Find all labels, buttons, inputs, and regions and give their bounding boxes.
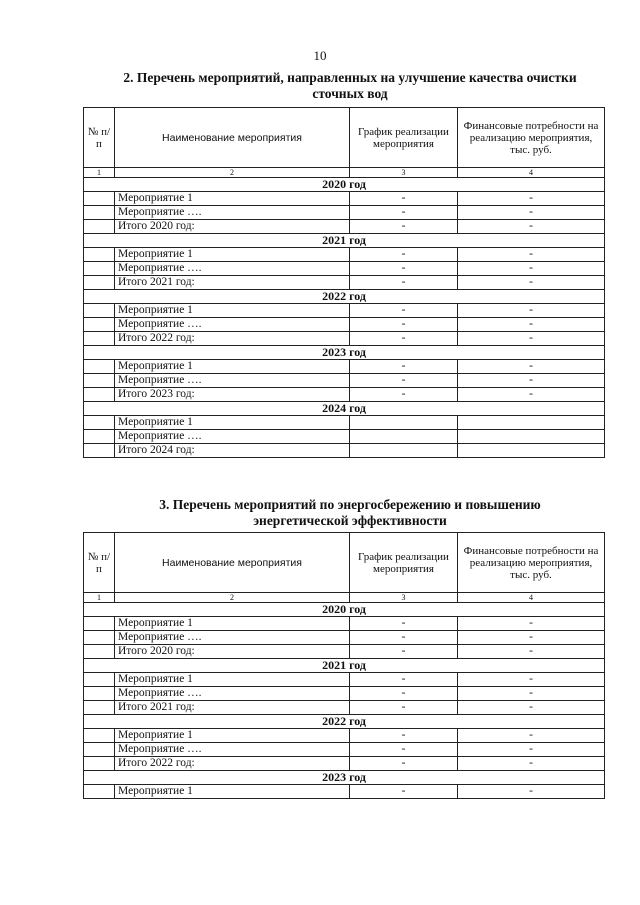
schedule-value: - [350, 687, 458, 701]
total-row [84, 220, 605, 234]
finance-value: - [458, 388, 605, 402]
schedule-value: - [350, 631, 458, 645]
year-row [84, 715, 605, 729]
schedule-value: - [350, 248, 458, 262]
row-num-cell [84, 248, 115, 262]
schedule-value: - [350, 743, 458, 757]
table-row [84, 262, 605, 276]
table-row [84, 304, 605, 318]
schedule-value: - [350, 304, 458, 318]
year-label: 2023 год [84, 771, 605, 785]
row-num-cell [84, 416, 115, 430]
activity-name: Мероприятие 1 [115, 785, 350, 799]
row-num-cell [84, 374, 115, 388]
row-num-cell [84, 785, 115, 799]
row-num-cell [84, 430, 115, 444]
finance-value: - [458, 687, 605, 701]
row-num-cell [84, 729, 115, 743]
year-row [84, 178, 605, 192]
header-num: № п/п [84, 533, 115, 593]
activity-name: Итого 2020 год: [115, 220, 350, 234]
table-body [84, 533, 605, 799]
activity-name: Итого 2021 год: [115, 701, 350, 715]
header-schedule: График реализации мероприятия [350, 533, 458, 593]
year-row [84, 402, 605, 416]
finance-value [458, 416, 605, 430]
finance-value: - [458, 757, 605, 771]
activity-name: Мероприятие 1 [115, 673, 350, 687]
activity-name: Мероприятие 1 [115, 416, 350, 430]
activity-name: Итого 2021 год: [115, 276, 350, 290]
row-num-cell [84, 318, 115, 332]
activity-name: Мероприятие …. [115, 374, 350, 388]
activity-name: Итого 2020 год: [115, 645, 350, 659]
schedule-value: - [350, 220, 458, 234]
table-row [84, 617, 605, 631]
header-name: Наименование мероприятия [115, 533, 350, 593]
schedule-value: - [350, 785, 458, 799]
activity-name: Мероприятие 1 [115, 304, 350, 318]
year-label: 2022 год [84, 290, 605, 304]
finance-value: - [458, 192, 605, 206]
column-number-row [84, 168, 605, 178]
table-row [84, 374, 605, 388]
schedule-value: - [350, 332, 458, 346]
column-number: 4 [458, 593, 605, 603]
table-row [84, 631, 605, 645]
row-num-cell [84, 631, 115, 645]
table-row [84, 192, 605, 206]
row-num-cell [84, 388, 115, 402]
finance-value [458, 430, 605, 444]
finance-value: - [458, 617, 605, 631]
activity-name: Мероприятие 1 [115, 360, 350, 374]
year-label: 2020 год [84, 178, 605, 192]
total-row [84, 757, 605, 771]
row-num-cell [84, 444, 115, 458]
table-row [84, 416, 605, 430]
schedule-value: - [350, 374, 458, 388]
activity-name: Мероприятие …. [115, 743, 350, 757]
activity-name: Мероприятие 1 [115, 729, 350, 743]
activity-name: Мероприятие 1 [115, 617, 350, 631]
row-num-cell [84, 360, 115, 374]
row-num-cell [84, 743, 115, 757]
page-number: 10 [313, 48, 327, 63]
activity-name: Итого 2024 год: [115, 444, 350, 458]
schedule-value: - [350, 729, 458, 743]
section-2-table [83, 107, 605, 458]
finance-value: - [458, 248, 605, 262]
row-num-cell [84, 332, 115, 346]
activity-name: Мероприятие …. [115, 262, 350, 276]
column-number: 4 [458, 168, 605, 178]
row-num-cell [84, 206, 115, 220]
header-finance: Финансовые потребности на реализацию мероприятия, тыс. руб. [458, 533, 605, 593]
finance-value: - [458, 206, 605, 220]
year-label: 2024 год [84, 402, 605, 416]
schedule-value [350, 444, 458, 458]
section-3-table [83, 532, 605, 799]
activity-name: Итого 2022 год: [115, 757, 350, 771]
finance-value: - [458, 318, 605, 332]
finance-value: - [458, 631, 605, 645]
row-num-cell [84, 617, 115, 631]
table-row [84, 687, 605, 701]
year-label: 2021 год [84, 234, 605, 248]
activity-name: Мероприятие …. [115, 631, 350, 645]
finance-value: - [458, 220, 605, 234]
finance-value [458, 444, 605, 458]
year-row [84, 290, 605, 304]
row-num-cell [84, 757, 115, 771]
activity-name: Итого 2022 год: [115, 332, 350, 346]
row-num-cell [84, 645, 115, 659]
schedule-value: - [350, 262, 458, 276]
total-row [84, 332, 605, 346]
total-row [84, 276, 605, 290]
section-2-heading-line1: 2. Перечень мероприятий, направленных на улучшение качества очистки [123, 70, 577, 85]
schedule-value: - [350, 645, 458, 659]
year-row [84, 234, 605, 248]
schedule-value: - [350, 318, 458, 332]
year-row [84, 346, 605, 360]
finance-value: - [458, 673, 605, 687]
schedule-value: - [350, 388, 458, 402]
row-num-cell [84, 276, 115, 290]
year-row [84, 771, 605, 785]
header-finance: Финансовые потребности на реализацию мероприятия, тыс. руб. [458, 108, 605, 168]
schedule-value: - [350, 701, 458, 715]
table-row [84, 248, 605, 262]
year-label: 2023 год [84, 346, 605, 360]
finance-value: - [458, 729, 605, 743]
table-row [84, 360, 605, 374]
schedule-value [350, 416, 458, 430]
header-num: № п/п [84, 108, 115, 168]
table-row [84, 673, 605, 687]
row-num-cell [84, 687, 115, 701]
schedule-value: - [350, 276, 458, 290]
total-row [84, 444, 605, 458]
column-number: 3 [350, 168, 458, 178]
section-3-heading-line1: 3. Перечень мероприятий по энергосбережению и повышению [159, 497, 541, 512]
finance-value: - [458, 276, 605, 290]
finance-value: - [458, 785, 605, 799]
total-row [84, 645, 605, 659]
finance-value: - [458, 374, 605, 388]
activity-name: Мероприятие 1 [115, 248, 350, 262]
table-row [84, 743, 605, 757]
total-row [84, 701, 605, 715]
activity-name: Мероприятие …. [115, 687, 350, 701]
column-number: 3 [350, 593, 458, 603]
row-num-cell [84, 673, 115, 687]
header-schedule: График реализации мероприятия [350, 108, 458, 168]
total-row [84, 388, 605, 402]
schedule-value [350, 430, 458, 444]
row-num-cell [84, 701, 115, 715]
finance-value: - [458, 645, 605, 659]
finance-value: - [458, 304, 605, 318]
activity-name: Мероприятие …. [115, 430, 350, 444]
finance-value: - [458, 701, 605, 715]
year-label: 2020 год [84, 603, 605, 617]
finance-value: - [458, 743, 605, 757]
row-num-cell [84, 192, 115, 206]
column-number: 1 [84, 593, 115, 603]
finance-value: - [458, 360, 605, 374]
activity-name: Мероприятие …. [115, 206, 350, 220]
section-3-heading-line2: энергетической эффективности [253, 513, 447, 528]
column-number: 1 [84, 168, 115, 178]
table-header-row [84, 533, 605, 593]
finance-value: - [458, 332, 605, 346]
column-number: 2 [115, 168, 350, 178]
row-num-cell [84, 220, 115, 234]
schedule-value: - [350, 673, 458, 687]
row-num-cell [84, 262, 115, 276]
year-label: 2021 год [84, 659, 605, 673]
column-number: 2 [115, 593, 350, 603]
year-row [84, 659, 605, 673]
column-number-row [84, 593, 605, 603]
table-body [84, 108, 605, 458]
header-name: Наименование мероприятия [115, 108, 350, 168]
finance-value: - [458, 262, 605, 276]
year-row [84, 603, 605, 617]
activity-name: Итого 2023 год: [115, 388, 350, 402]
schedule-value: - [350, 192, 458, 206]
row-num-cell [84, 304, 115, 318]
schedule-value: - [350, 360, 458, 374]
schedule-value: - [350, 757, 458, 771]
section-2-heading-line2: сточных вод [312, 86, 388, 101]
table-row [84, 729, 605, 743]
schedule-value: - [350, 617, 458, 631]
schedule-value: - [350, 206, 458, 220]
table-row [84, 430, 605, 444]
table-row [84, 206, 605, 220]
activity-name: Мероприятие …. [115, 318, 350, 332]
year-label: 2022 год [84, 715, 605, 729]
section-2-heading [90, 70, 610, 102]
activity-name: Мероприятие 1 [115, 192, 350, 206]
table-header-row [84, 108, 605, 168]
table-row [84, 785, 605, 799]
table-row [84, 318, 605, 332]
section-3-heading [90, 497, 610, 529]
